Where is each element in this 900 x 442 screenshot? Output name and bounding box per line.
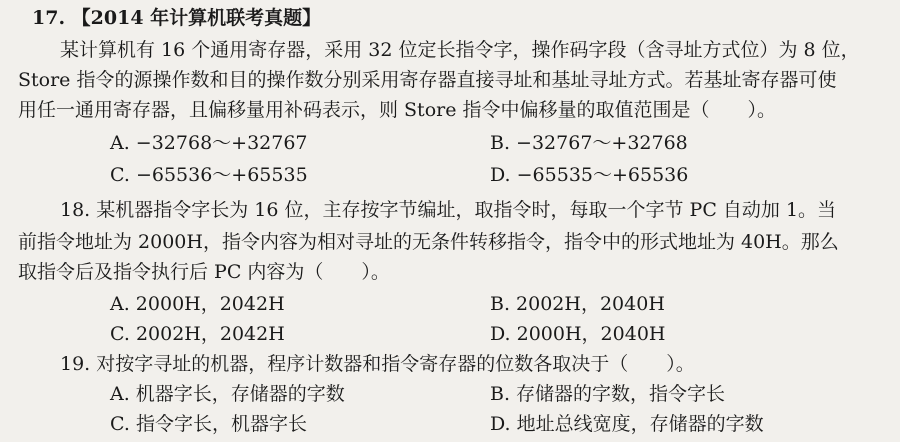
q18-line-3: 取指令后及指令执行后 PC 内容为（ ）。	[18, 261, 390, 283]
q19-option-b: B. 存储器的字数，指令字长	[490, 383, 726, 405]
q18-option-b: B. 2002H，2040H	[490, 293, 665, 315]
q18-line-1: 18. 某机器指令字长为 16 位，主存按字节编址，取指令时，每取一个字节 PC 自动加 1。当	[60, 199, 837, 221]
q17-line-3: 用任一通用寄存器，且偏移量用补码表示，则 Store 指令中偏移量的取值范围是（ ）。	[18, 99, 776, 121]
q18-option-d: D. 2000H，2040H	[490, 323, 666, 345]
q17-option-b: B. −32767～+32768	[490, 132, 688, 154]
q18-line-2: 前指令地址为 2000H，指令内容为相对寻址的无条件转移指令，指令中的形式地址为 40H。那么	[18, 231, 839, 253]
q19-line-1: 19. 对按字寻址的机器，程序计数器和指令寄存器的位数各取决于（ ）。	[60, 353, 695, 375]
q19-option-d: D. 地址总线宽度，存储器的字数	[490, 413, 764, 435]
q17-line-1: 某计算机有 16 个通用寄存器，采用 32 位定长指令字，操作码字段（含寻址方式位）为 8 位，	[60, 39, 860, 61]
q19-option-a: A. 机器字长，存储器的字数	[110, 383, 345, 405]
q18-option-c: C. 2002H，2042H	[110, 323, 285, 345]
q17-title: 17. 【2014 年计算机联考真题】	[32, 7, 322, 29]
q17-option-d: D. −65535～+65536	[490, 164, 689, 186]
q19-option-c: C. 指令字长，机器字长	[110, 413, 307, 435]
q18-option-a: A. 2000H，2042H	[110, 293, 285, 315]
q17-line-2: Store 指令的源操作数和目的操作数分别采用寄存器直接寻址和基址寻址方式。若基址寄存器可使	[18, 69, 837, 91]
q17-option-a: A. −32768～+32767	[110, 132, 308, 154]
q17-option-c: C. −65536～+65535	[110, 164, 308, 186]
